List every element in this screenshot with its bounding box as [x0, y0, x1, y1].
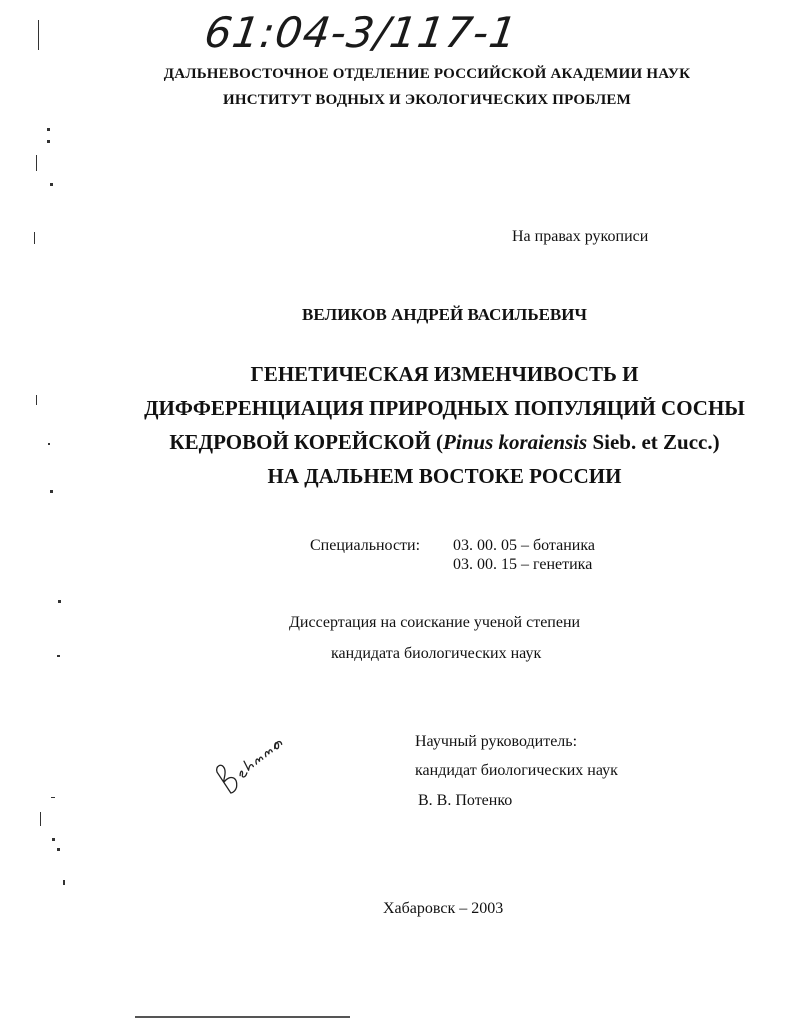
- scan-mark: [47, 128, 50, 131]
- author-name: ВЕЛИКОВ АНДРЕЙ ВАСИЛЬЕВИЧ: [302, 305, 587, 324]
- title-line-3-prefix: КЕДРОВОЙ КОРЕЙСКОЙ (: [169, 430, 444, 454]
- rights-note: На правах рукописи: [512, 228, 649, 245]
- title-line-2: ДИФФЕРЕНЦИАЦИЯ ПРИРОДНЫХ ПОПУЛЯЦИЙ СОСНЫ: [144, 396, 745, 420]
- institute-header: ИНСТИТУТ ВОДНЫХ И ЭКОЛОГИЧЕСКИХ ПРОБЛЕМ: [223, 92, 631, 108]
- dissertation-line-2: кандидата биологических наук: [331, 645, 542, 662]
- scan-mark: [57, 655, 60, 657]
- title-line-4: НА ДАЛЬНЕМ ВОСТОКЕ РОССИИ: [267, 464, 622, 488]
- scan-mark: [57, 848, 60, 851]
- specialties-label: Специальности:: [310, 537, 421, 554]
- scan-mark: [52, 838, 55, 841]
- title-line-3: [0, 430, 794, 455]
- scan-mark: [36, 395, 37, 405]
- scan-mark: [50, 183, 53, 186]
- handwritten-signature: [205, 718, 300, 803]
- supervisor-degree: кандидат биологических наук: [415, 762, 618, 779]
- title-line-3-suffix: Sieb. et Zucc.): [587, 430, 720, 454]
- scan-mark: [38, 20, 39, 50]
- supervisor-role: Научный руководитель:: [415, 733, 578, 750]
- scan-mark: [36, 155, 37, 171]
- scan-mark: [34, 232, 35, 244]
- scan-mark: [47, 140, 50, 143]
- specialty-item: 03. 00. 05 – ботаника: [453, 537, 595, 554]
- dissertation-line-1: Диссертация на соискание ученой степени: [289, 614, 581, 631]
- supervisor-name: В. В. Потенко: [418, 792, 513, 809]
- scan-mark: [58, 600, 61, 603]
- specialty-item: 03. 00. 15 – генетика: [453, 556, 593, 573]
- scan-mark: [40, 812, 41, 826]
- city-year: Хабаровск – 2003: [383, 900, 504, 917]
- scan-mark: [48, 443, 50, 445]
- scan-mark: [50, 490, 53, 493]
- scan-mark: [63, 880, 65, 885]
- species-name: Pinus koraiensis: [443, 430, 588, 454]
- scan-mark: [51, 797, 55, 798]
- scan-mark: [135, 1016, 350, 1018]
- organization-header: ДАЛЬНЕВОСТОЧНОЕ ОТДЕЛЕНИЕ РОССИЙСКОЙ АКАДЕМИИ НАУК: [163, 66, 691, 82]
- title-line-1: ГЕНЕТИЧЕСКАЯ ИЗМЕНЧИВОСТЬ И: [250, 362, 639, 386]
- handwritten-shelfmark: 61:04-3/117-1: [201, 8, 521, 57]
